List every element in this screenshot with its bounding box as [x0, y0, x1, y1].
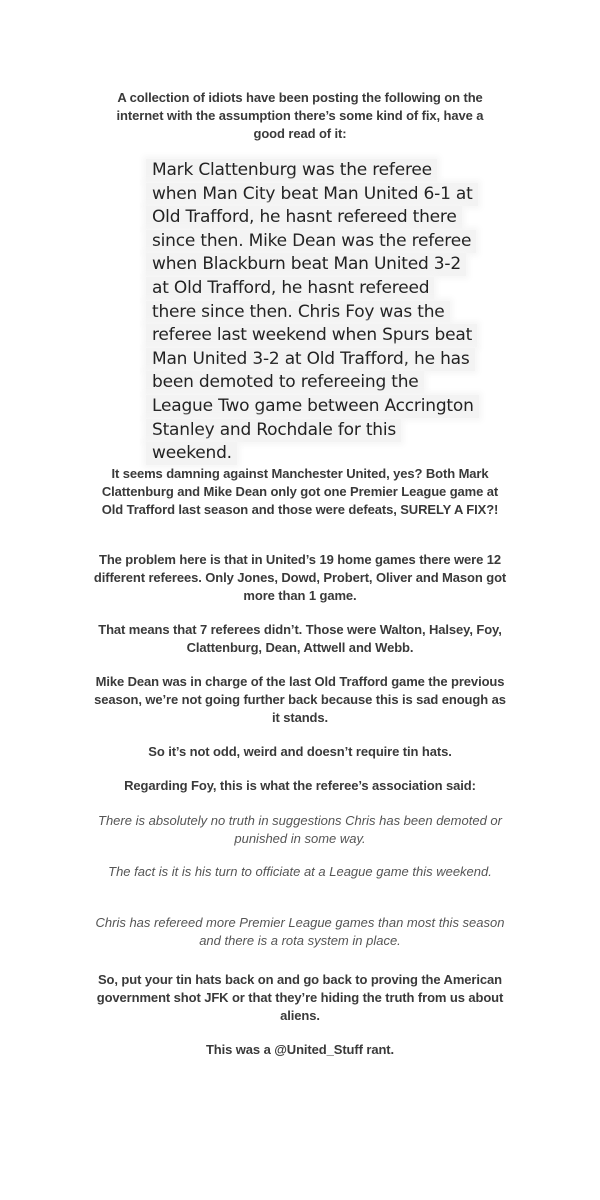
quoted-claim	[146, 159, 476, 466]
statement-line: There is absolutely no truth in suggestions Chris has been demoted or punished in some way.	[98, 813, 502, 846]
paragraph-seven-referees: That means that 7 referees didn’t. Those were Walton, Halsey, Foy, Clattenburg, Dean, Attwell and Webb.	[98, 622, 502, 655]
signoff: This was a @United_Stuff rant.	[205, 1042, 395, 1057]
statement-line: Chris has refereed more Premier League games than most this season and there is a rota system in place.	[95, 915, 505, 948]
paragraph-mike-dean: Mike Dean was in charge of the last Old Trafford game the previous season, we’re not going further back because this is sad enough as it stands.	[94, 674, 506, 725]
paragraph-foy-intro: Regarding Foy, this is what the referee’s association said:	[124, 778, 476, 793]
quoted-claim-text: Mark Clattenburg was the referee when Man City beat Man United 6-1 at Old Trafford, he hasnt refereed there since then. Mike Dean was the referee when Blackburn beat Man United 3-2 at Old Trafford, he hasnt refereed there since then. Chris Foy was the referee last weekend when Spurs beat Man United 3-2 at Old Trafford, he has been demoted to refereeing the League Two game between Accrington Stanley and Rochdale for this weekend.	[146, 159, 479, 465]
paragraph-tin-hats: So it’s not odd, weird and doesn’t require tin hats.	[148, 744, 452, 759]
paragraph-damning: It seems damning against Manchester United, yes? Both Mark Clattenburg and Mike Dean only got one Premier League game at Old Trafford last season and those were defeats, SURELY A FIX?!	[101, 466, 499, 517]
statement-line: The fact is it is his turn to officiate at a League game this weekend.	[108, 864, 492, 879]
paragraph-home-games: The problem here is that in United’s 19 home games there were 12 different referees. Only Jones, Dowd, Probert, Oliver and Mason got more than 1 game.	[93, 552, 507, 603]
intro-paragraph: A collection of idiots have been posting the following on the internet with the assumption there’s some kind of fix, have a good read of it:	[116, 90, 484, 141]
closing-paragraph: So, put your tin hats back on and go back to proving the American government shot JFK or that they’re hiding the truth from us about aliens.	[96, 972, 504, 1023]
